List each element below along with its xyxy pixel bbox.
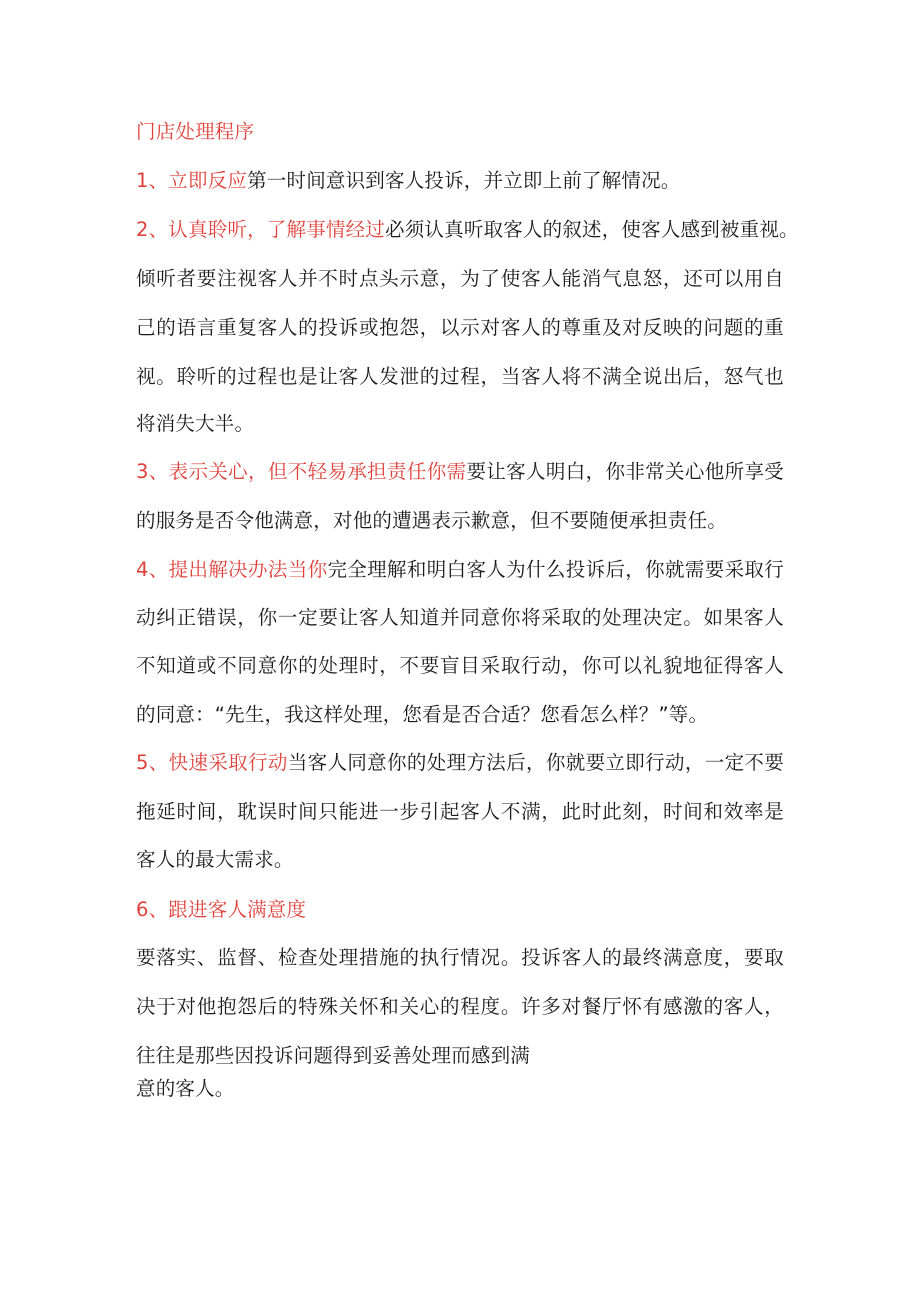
section-5-line-1 (136, 750, 784, 776)
section-2-line-5: 将消失大半。 (136, 412, 255, 435)
section-5-text: 当客人同意你的处理方法后，你就要立即行动，一定不要 (287, 751, 784, 774)
section-6-line-1: 要落实、监督、检查处理措施的执行情况。投诉客人的最终满意度，要取 (136, 946, 784, 969)
section-6-heading: 6、跟进客人满意度 (136, 898, 307, 921)
section-2-line-2: 倾听者要注视客人并不时点头示意，为了使客人能消气息怒，还可以用自 (136, 267, 784, 290)
section-3-line-2: 的服务是否令他满意，对他的遭遇表示歉意，但不要随便承担责任。 (136, 509, 728, 532)
section-2-line-1 (136, 217, 799, 243)
section-4-text: 完全理解和明白客人为什么投诉后，你就需要采取行 (327, 558, 784, 581)
section-1-heading: 1、立即反应 (136, 169, 248, 192)
section-2-line-4: 视。聆听的过程也是让客人发泄的过程，当客人将不满全说出后，怒气也 (136, 365, 784, 388)
doc-title: 门店处理程序 (136, 120, 255, 143)
section-2-line-3: 己的语言重复客人的投诉或抱怨，以示对客人的尊重及对反映的问题的重 (136, 316, 784, 339)
section-5-line-3: 客人的最大需求。 (136, 848, 294, 871)
section-4-heading: 4、提出解决办法当你 (136, 558, 328, 581)
section-6-line-4: 意的客人。 (136, 1077, 235, 1100)
section-5-heading: 5、快速采取行动 (136, 751, 288, 774)
section-3-heading: 3、表示关心，但不轻易承担责任你需 (136, 460, 467, 483)
section-1-text: 第一时间意识到客人投诉，并立即上前了解情况。 (247, 169, 681, 192)
section-4-line-4: 的同意：“先生，我这样处理，您看是否合适？您看怎么样？”等。 (136, 703, 709, 726)
section-4-line-1 (136, 557, 784, 583)
section-6-line-2: 决于对他抱怨后的特殊关怀和关心的程度。许多对餐厅怀有感激的客人， (136, 995, 784, 1018)
section-3-line-1 (136, 459, 784, 485)
section-6-line-3: 往往是那些因投诉问题得到妥善处理而感到满 (136, 1044, 531, 1067)
section-3-text: 要让客人明白，你非常关心他所享受 (466, 460, 785, 483)
section-4-line-3: 不知道或不同意你的处理时，不要盲目采取行动，你可以礼貌地征得客人 (136, 654, 784, 677)
section-2-heading: 2、认真聆听，了解事情经过 (136, 218, 386, 241)
section-2-text: 必须认真听取客人的叙述，使客人感到被重视。 (385, 218, 799, 241)
section-5-line-2: 拖延时间，耽误时间只能进一步引起客人不满，此时此刻，时间和效率是 (136, 800, 784, 823)
section-4-line-2: 动纠正错误，你一定要让客人知道并同意你将采取的处理决定。如果客人 (136, 606, 784, 629)
section-1-line-1 (136, 168, 681, 194)
